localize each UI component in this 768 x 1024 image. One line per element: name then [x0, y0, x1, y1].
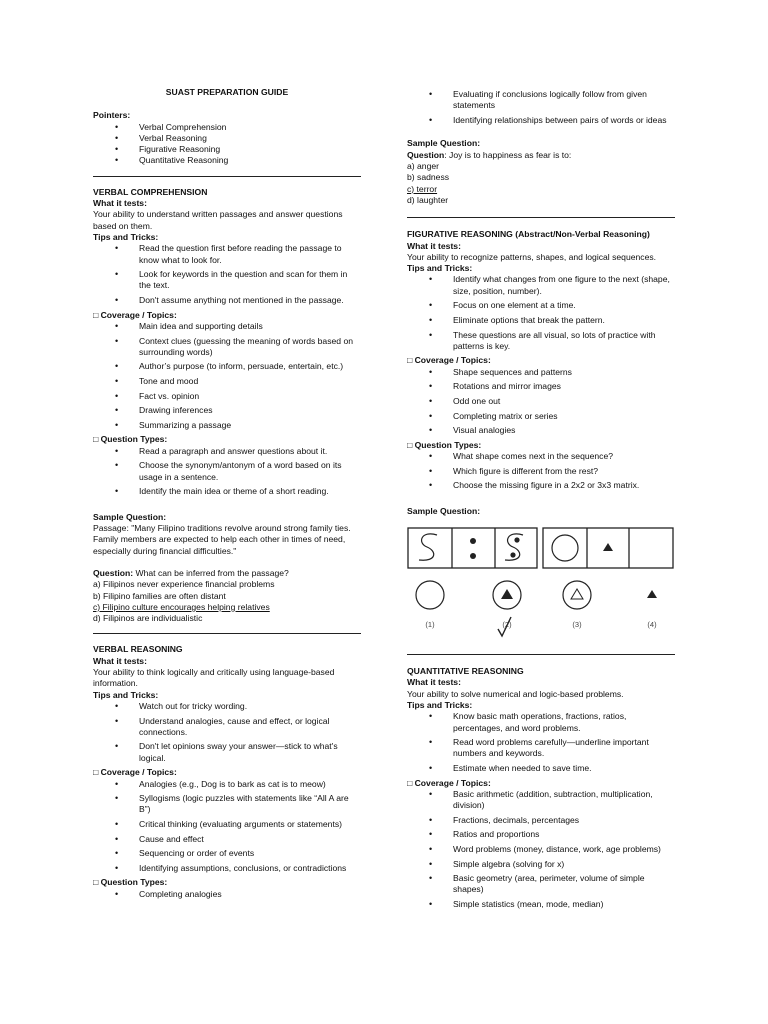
tips-list [93, 701, 361, 764]
list-item: • Shape sequences and patterns [407, 367, 675, 378]
list-item: • Sequencing or order of events [93, 848, 361, 859]
list-item: • Simple statistics (mean, mode, median) [407, 899, 675, 910]
question-types-list [93, 889, 361, 900]
list-item: • Look for keywords in the question and scan for them in the text. [93, 269, 361, 292]
coverage-label: □ Coverage / Topics: [93, 767, 177, 778]
option-label: (1) [425, 620, 435, 630]
choice-b: b) sadness [407, 172, 450, 183]
choice-d: d) laughter [407, 194, 449, 205]
tips-label: Tips and Tricks: [407, 699, 473, 710]
choice-c-correct: c) Filipino culture encourages helping relatives [93, 601, 270, 612]
what-it-tests-label: What it tests: [407, 240, 461, 251]
question-types-label: □ Question Types: [93, 877, 168, 888]
circle-shape [552, 535, 578, 561]
topics-list [93, 321, 361, 431]
list-item: • Quantitative Reasoning [93, 155, 361, 166]
topics-list [407, 367, 675, 437]
list-item: • Word problems (money, distance, work, age problems) [407, 844, 675, 855]
page-title: SUAST PREPARATION GUIDE [165, 87, 289, 97]
tips-list [407, 711, 675, 774]
list-item: • Don't assume anything not mentioned in the passage. [93, 295, 361, 306]
sample-question-label: Sample Question: [93, 511, 167, 522]
question-types-label: □ Question Types: [407, 439, 482, 450]
divider [93, 176, 361, 177]
list-item: • Figurative Reasoning [93, 144, 361, 155]
choice-c-correct: c) terror [407, 183, 438, 194]
choice-b: b) Filipino families are often distant [93, 590, 226, 601]
list-item: • Evaluating if conclusions logically follow from given statements [407, 89, 675, 112]
list-item: • Read the question first before reading the passage to know what to look for. [93, 243, 361, 266]
coverage-label: □ Coverage / Topics: [407, 355, 491, 366]
triangle-shape [603, 543, 613, 551]
list-item: • Read word problems carefully—underline important numbers and keywords. [407, 737, 675, 760]
question-types-list-continued [407, 89, 675, 126]
what-it-tests-text: Your ability to solve numerical and logic-based problems. [407, 688, 624, 699]
tips-label: Tips and Tricks: [93, 689, 159, 700]
coverage-label: □ Coverage / Topics: [93, 309, 177, 320]
topics-list [93, 779, 361, 875]
sample-question-label: Sample Question: [407, 138, 481, 149]
list-item: • Main idea and supporting details [93, 321, 361, 332]
list-item: • Analogies (e.g., Dog is to bark as cat is to meow) [93, 779, 361, 790]
what-it-tests-label: What it tests: [93, 655, 147, 666]
tips-list [93, 243, 361, 306]
list-item: • Eliminate options that break the pattern. [407, 315, 675, 326]
list-item: • These questions are all visual, so lots of practice with patterns is key. [407, 330, 675, 353]
list-item: • Fact vs. opinion [93, 391, 361, 402]
list-item: • Drawing inferences [93, 405, 361, 416]
section-heading-quantitative-reasoning: QUANTITATIVE REASONING [407, 666, 524, 677]
option-4-shape [647, 590, 657, 598]
list-item: • Fractions, decimals, percentages [407, 815, 675, 826]
list-item: • Identify what changes from one figure to the next (shape, size, position, number). [407, 274, 675, 297]
list-item: • Identifying relationships between pairs of words or ideas [407, 115, 675, 126]
choice-d: d) Filipinos are individualistic [93, 613, 203, 624]
choice-a: a) Filipinos never experience financial problems [93, 579, 275, 590]
list-item: • Watch out for tricky wording. [93, 701, 361, 712]
s-curve-shape [419, 534, 437, 560]
puzzle-image [407, 526, 675, 644]
what-it-tests-text: Your ability to recognize patterns, shapes, and logical sequences. [407, 251, 657, 262]
choice-a: a) anger [407, 161, 440, 172]
list-item: • Identifying assumptions, conclusions, or contradictions [93, 863, 361, 874]
what-it-tests-text: Your ability to understand written passages and answer questions based on them. [93, 209, 343, 231]
list-item: • Don't let opinions sway your answer—stick to what's logical. [93, 741, 361, 764]
list-item: • Context clues (guessing the meaning of words based on surrounding words) [93, 336, 361, 359]
what-it-tests-text: Your ability to think logically and critically using language-based information. [93, 667, 335, 689]
dot-shape [470, 538, 476, 544]
divider [93, 633, 361, 634]
list-item: • Focus on one element at a time. [407, 300, 675, 311]
list-item: • What shape comes next in the sequence? [407, 451, 675, 462]
question-types-list [407, 451, 675, 491]
list-item: • Estimate when needed to save time. [407, 763, 675, 774]
section-heading-verbal-comprehension: VERBAL COMPREHENSION [93, 186, 208, 197]
pointers-label: Pointers: [93, 110, 131, 121]
what-it-tests-label: What it tests: [93, 198, 147, 209]
passage-text: Passage: "Many Filipino traditions revolve around strong family ties. Family members are expected to help each other in times of need, especially during financial difficulties." [93, 523, 351, 556]
list-item: • Author’s purpose (to inform, persuade, entertain, etc.) [93, 361, 361, 372]
question-body: : Joy is to happiness as fear is to: [444, 149, 572, 160]
tips-label: Tips and Tricks: [93, 231, 159, 242]
list-item: • Know basic math operations, fractions, ratios, percentages, and word problems. [407, 711, 675, 734]
figure-sequence-puzzle [407, 526, 675, 644]
section-heading-figurative-reasoning: FIGURATIVE REASONING (Abstract/Non-Verbal Reasoning) [407, 229, 650, 240]
left-column [93, 87, 361, 903]
tips-label: Tips and Tricks: [407, 263, 473, 274]
question-label: Question [407, 149, 445, 160]
question-label: Question: [93, 567, 134, 578]
list-item: • Odd one out [407, 396, 675, 407]
list-item: • Understand analogies, cause and effect, or logical connections. [93, 716, 361, 739]
list-item: • Basic arithmetic (addition, subtraction, multiplication, division) [407, 789, 675, 812]
list-item: • Read a paragraph and answer questions about it. [93, 446, 361, 457]
question-text [93, 568, 361, 579]
list-item: • Which figure is different from the rest? [407, 466, 675, 477]
tips-list [407, 274, 675, 352]
list-item: • Rotations and mirror images [407, 381, 675, 392]
question-body: What can be inferred from the passage? [133, 567, 289, 578]
list-item: • Choose the synonym/antonym of a word based on its usage in a sentence. [93, 460, 361, 483]
what-it-tests-label: What it tests: [407, 677, 461, 688]
list-item: • Cause and effect [93, 834, 361, 845]
dot-shape [470, 553, 476, 559]
option-3-shape [563, 581, 591, 609]
list-item: • Basic geometry (area, perimeter, volume of simple shapes) [407, 873, 675, 896]
option-label: (3) [572, 620, 582, 630]
list-item: • Visual analogies [407, 425, 675, 436]
list-item: • Completing matrix or series [407, 411, 675, 422]
divider [407, 217, 675, 218]
list-item: • Summarizing a passage [93, 420, 361, 431]
list-item: • Verbal Comprehension [93, 122, 361, 133]
divider [407, 654, 675, 655]
list-item: • Syllogisms (logic puzzles with statements like “All A are B”) [93, 793, 361, 816]
topics-list [407, 789, 675, 910]
question-types-label: □ Question Types: [93, 434, 168, 445]
sample-question-label: Sample Question: [407, 505, 481, 516]
question-types-list [93, 446, 361, 498]
list-item: • Critical thinking (evaluating arguments or statements) [93, 819, 361, 830]
option-1-shape [416, 581, 444, 609]
list-item: • Verbal Reasoning [93, 133, 361, 144]
list-item: • Choose the missing figure in a 2x2 or 3x3 matrix. [407, 480, 675, 491]
list-item: • Tone and mood [93, 376, 361, 387]
coverage-label: □ Coverage / Topics: [407, 777, 491, 788]
option-label: (2) [502, 620, 512, 630]
list-item: • Simple algebra (solving for x) [407, 859, 675, 870]
pointers-list [93, 122, 361, 167]
list-item: • Identify the main idea or theme of a short reading. [93, 486, 361, 497]
option-label: (4) [647, 620, 657, 630]
list-item: • Ratios and proportions [407, 829, 675, 840]
question-text [407, 150, 675, 161]
section-heading-verbal-reasoning: VERBAL REASONING [93, 644, 183, 655]
list-item: • Completing analogies [93, 889, 361, 900]
right-column [407, 89, 675, 914]
